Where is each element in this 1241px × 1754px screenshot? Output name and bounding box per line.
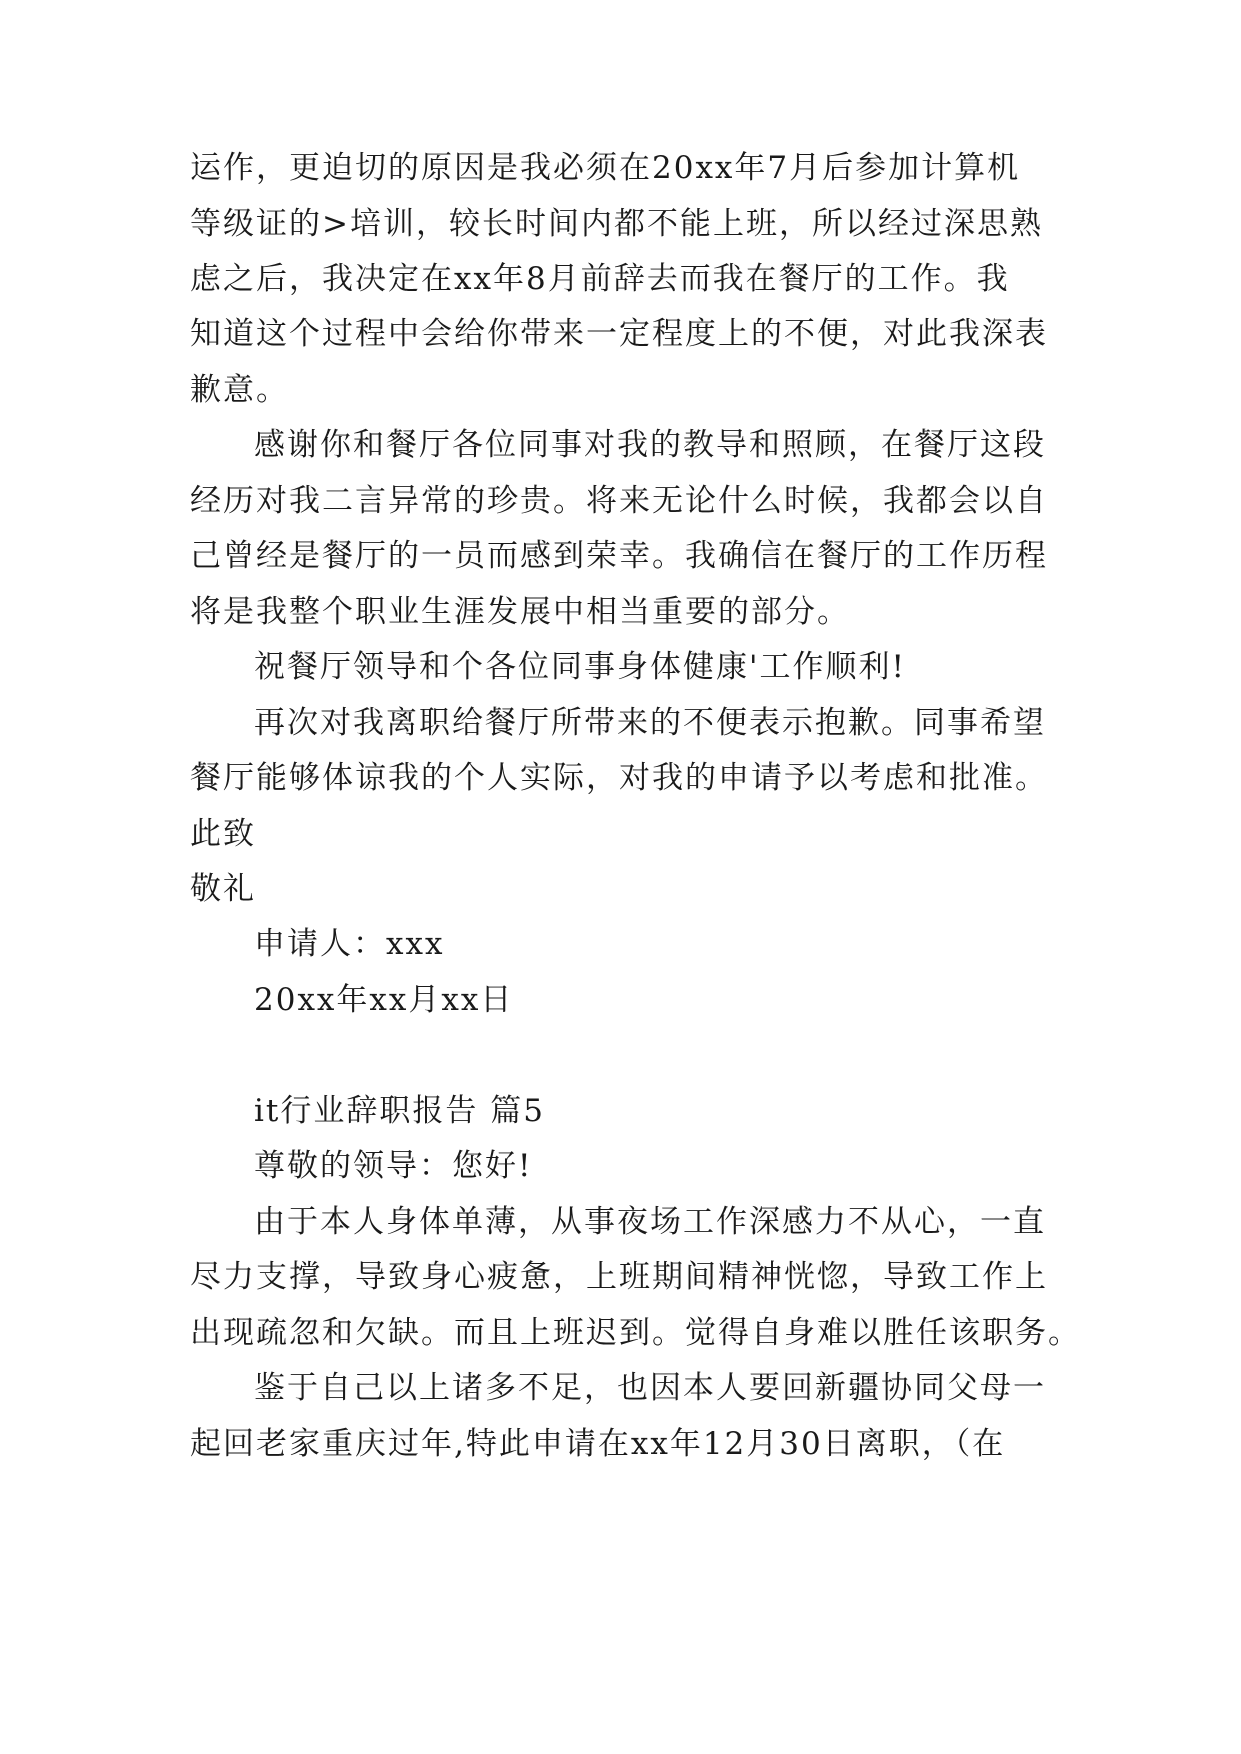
text-line: 虑之后，我决定在xx年8月前辞去而我在餐厅的工作。我: [190, 261, 1010, 297]
closing-line: 此致: [190, 816, 256, 852]
text-line: 运作，更迫切的原因是我必须在20xx年7月后参加计算机: [190, 150, 1021, 186]
text-line: 由于本人身体单薄，从事夜场工作深感力不从心，一直: [254, 1204, 1046, 1240]
text-line: 经历对我二言异常的珍贵。将来无论什么时候，我都会以自: [190, 483, 1048, 519]
section-heading: it行业辞职报告 篇5: [254, 1093, 545, 1129]
closing-line: 敬礼: [190, 871, 256, 907]
text-line: 起回老家重庆过年,特此申请在xx年12月30日离职，（在: [190, 1426, 1006, 1462]
text-line: 知道这个过程中会给你带来一定程度上的不便，对此我深表: [190, 316, 1048, 352]
text-line: 等级证的>培训，较长时间内都不能上班，所以经过深思熟: [190, 206, 1043, 242]
date-line: 20xx年xx月xx日: [254, 982, 514, 1018]
text-line: 出现疏忽和欠缺。而且上班迟到。觉得自身难以胜任该职务。: [190, 1315, 1081, 1351]
text-line: 感谢你和餐厅各位同事对我的教导和照顾，在餐厅这段: [254, 427, 1046, 463]
text-line: 鉴于自己以上诸多不足，也因本人要回新疆协同父母一: [254, 1370, 1046, 1406]
text-line: 歉意。: [190, 372, 289, 408]
text-line: 餐厅能够体谅我的个人实际，对我的申请予以考虑和批准。: [190, 760, 1048, 796]
text-line: 将是我整个职业生涯发展中相当重要的部分。: [190, 594, 850, 630]
salutation-line: 尊敬的领导：您好!: [254, 1148, 533, 1184]
text-line: 再次对我离职给餐厅所带来的不便表示抱歉。同事希望: [254, 705, 1046, 741]
text-line: 尽力支撑，导致身心疲惫，上班期间精神恍惚，导致工作上: [190, 1259, 1048, 1295]
applicant-line: 申请人：xxx: [254, 926, 445, 962]
text-line: 己曾经是餐厅的一员而感到荣幸。我确信在餐厅的工作历程: [190, 538, 1048, 574]
text-line: 祝餐厅领导和个各位同事身体健康'工作顺利!: [254, 649, 906, 685]
